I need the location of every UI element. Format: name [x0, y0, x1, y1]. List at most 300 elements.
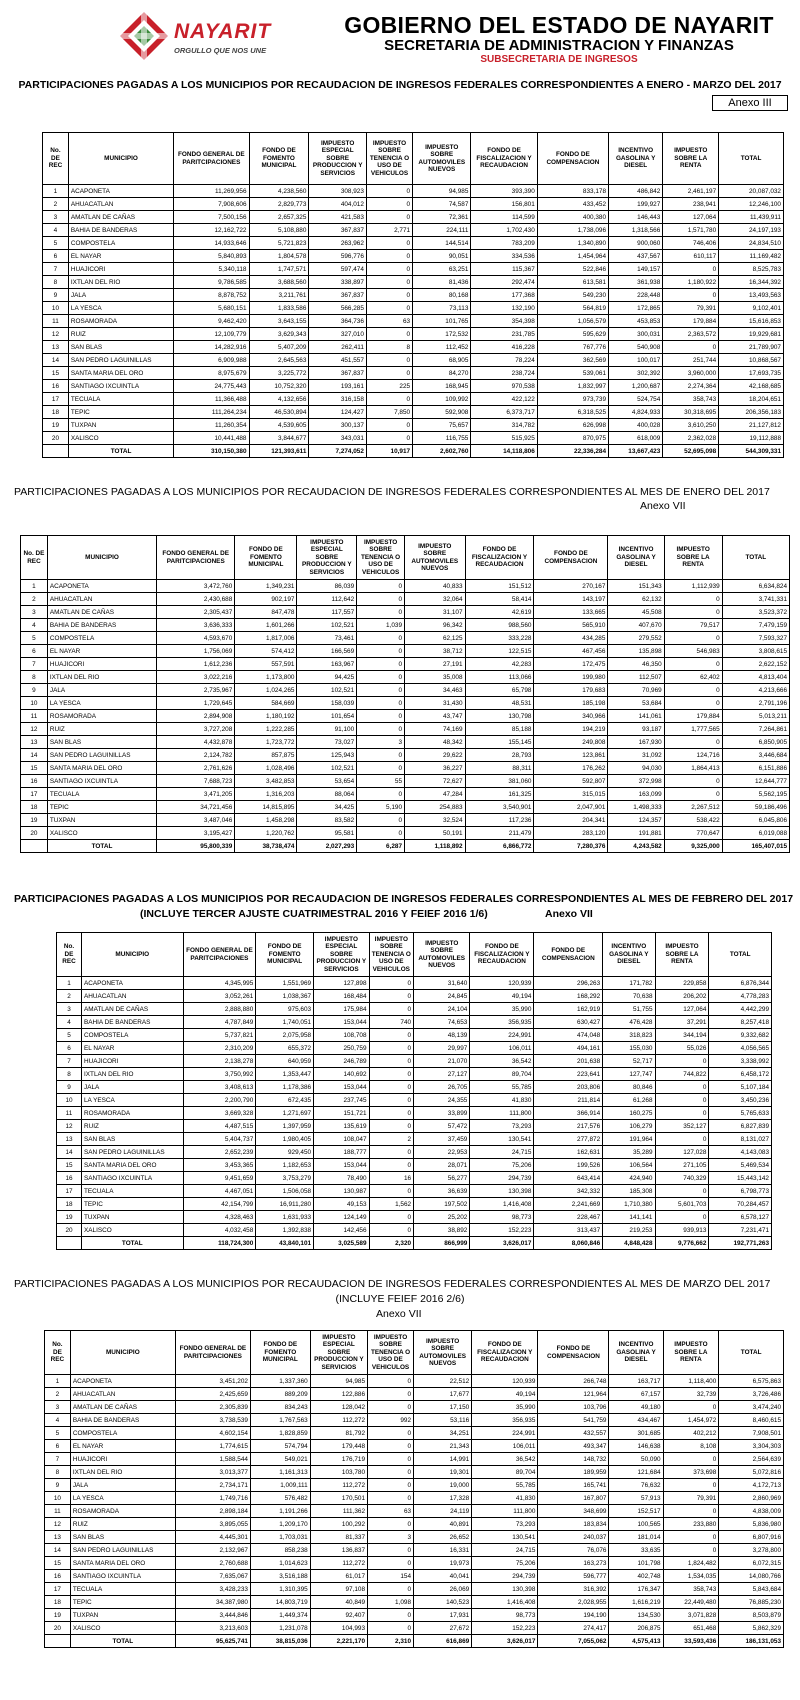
amount-cell: 3,523,372 [722, 606, 789, 619]
row-number: 20 [57, 1224, 82, 1237]
row-number: 6 [45, 1440, 71, 1453]
amount-cell: 80,168 [413, 289, 471, 302]
amount-cell: 181,014 [609, 1531, 663, 1544]
amount-cell: 522,846 [537, 263, 608, 276]
column-header-tenencia: IMPUESTO SOBRE TENENCIA O USO DE VEHICULOS [357, 536, 405, 580]
amount-cell: 13,493,563 [719, 289, 784, 302]
amount-cell: 0 [366, 393, 412, 406]
municipio-name: SANTA MARIA DEL ORO [47, 762, 156, 775]
amount-cell: 6,578,127 [709, 1211, 772, 1224]
total-amount: 9,776,662 [655, 1237, 709, 1250]
municipio-name: BAHIA DE BANDERAS [82, 1016, 184, 1029]
amount-cell: 3,482,853 [235, 775, 297, 788]
amount-cell: 1,416,408 [470, 1198, 534, 1211]
column-header-fondo-fomento: FONDO DE FOMENTO MUNICIPAL [250, 1331, 310, 1375]
amount-cell: 1,562 [369, 1198, 414, 1211]
amount-cell: 0 [663, 1479, 719, 1492]
amount-cell: 3,629,343 [249, 328, 309, 341]
amount-cell: 651,468 [663, 1622, 719, 1635]
row-number: 10 [57, 1094, 82, 1107]
amount-cell: 6,318,525 [537, 406, 608, 419]
municipio-name: BAHIA DE BANDERAS [70, 1414, 175, 1427]
amount-cell: 74,587 [413, 198, 471, 211]
municipio-name: LA YESCA [82, 1094, 184, 1107]
amount-cell: 1,749,716 [175, 1492, 250, 1505]
table-row [43, 185, 784, 198]
row-number: 4 [45, 1414, 71, 1427]
amount-cell: 63 [368, 1505, 414, 1518]
total-amount: 2,310 [368, 1635, 414, 1648]
amount-cell: 160,275 [603, 1107, 655, 1120]
amount-cell: 1,756,069 [157, 645, 235, 658]
row-number: 13 [57, 1133, 82, 1146]
amount-cell: 191,964 [603, 1133, 655, 1146]
amount-cell: 4,467,051 [183, 1185, 256, 1198]
total-amount: 38,738,474 [235, 840, 297, 853]
amount-cell: 78,224 [471, 354, 537, 367]
column-header-no-rec: No. DE REC [43, 133, 69, 185]
amount-cell: 36,542 [472, 1453, 538, 1466]
section-subtitle: (INCLUYE FEIEF 2016 2/6) [335, 1293, 465, 1305]
amount-cell: 613,581 [537, 276, 608, 289]
amount-cell: 0 [655, 1055, 709, 1068]
amount-cell: 0 [357, 580, 405, 593]
amount-cell: 493,347 [538, 1440, 609, 1453]
table-row [21, 684, 790, 697]
table-row [43, 237, 784, 250]
table-row [45, 1596, 784, 1609]
amount-cell: 24,197,193 [719, 224, 784, 237]
amount-cell: 33,635 [609, 1544, 663, 1557]
table-row [43, 315, 784, 328]
table-row [21, 671, 790, 684]
amount-cell: 48,531 [465, 697, 534, 710]
amount-cell: 0 [366, 302, 412, 315]
amount-cell: 55,785 [472, 1479, 538, 1492]
amount-cell: 0 [655, 1211, 709, 1224]
amount-cell: 4,213,666 [722, 684, 789, 697]
amount-cell: 176,719 [310, 1453, 367, 1466]
amount-cell: 37,291 [655, 1016, 709, 1029]
amount-cell: 592,807 [534, 775, 608, 788]
total-amount: 165,407,015 [722, 840, 789, 853]
amount-cell: 5,107,184 [709, 1081, 772, 1094]
amount-cell: 476,428 [603, 1016, 655, 1029]
amount-cell: 5,601,703 [655, 1198, 709, 1211]
amount-cell: 327,010 [309, 328, 367, 341]
municipio-name: AHUACATLAN [70, 1388, 175, 1401]
amount-cell: 2,652,239 [183, 1146, 256, 1159]
table-row [57, 1120, 772, 1133]
amount-cell: 421,583 [309, 211, 367, 224]
table-row [21, 632, 790, 645]
amount-cell: 140,692 [314, 1068, 369, 1081]
amount-cell: 42,154,799 [183, 1198, 256, 1211]
amount-cell: 108,047 [314, 1133, 369, 1146]
municipio-name: XALISCO [68, 432, 173, 445]
amount-cell: 902,197 [235, 593, 297, 606]
amount-cell: 4,442,299 [709, 1003, 772, 1016]
amount-cell: 41,830 [470, 1094, 534, 1107]
table-row [21, 749, 790, 762]
amount-cell: 79,517 [664, 619, 722, 632]
amount-cell: 254,883 [405, 801, 466, 814]
column-header-fiscalizacion: FONDO DE FISCALIZACION Y RECAUDACION [470, 933, 534, 977]
amount-cell: 122,515 [465, 645, 534, 658]
amount-cell: 3,446,684 [722, 749, 789, 762]
amount-cell: 576,482 [250, 1492, 310, 1505]
amount-cell: 94,030 [608, 762, 664, 775]
amount-cell: 0 [366, 367, 412, 380]
column-header-fondo-fomento: FONDO DE FOMENTO MUNICIPAL [249, 133, 309, 185]
amount-cell: 988,560 [465, 619, 534, 632]
section-title: PARTICIPACIONES PAGADAS A LOS MUNICIPIOS POR RECAUDACION DE INGRESOS FEDERALES CORRESPONDIENTES A ENERO - MARZO DEL 2017 [18, 79, 782, 91]
amount-cell: 127,028 [655, 1146, 709, 1159]
amount-cell: 3,750,992 [183, 1068, 256, 1081]
amount-cell: 3,052,261 [183, 990, 256, 1003]
column-header-tenencia: IMPUESTO SOBRE TENENCIA O USO DE VEHICULOS [368, 1331, 414, 1375]
amount-cell: 78,490 [314, 1172, 369, 1185]
amount-cell: 74,653 [414, 1016, 470, 1029]
amount-cell: 14,933,646 [174, 237, 249, 250]
amount-cell: 75,657 [413, 419, 471, 432]
row-number: 14 [43, 354, 69, 367]
column-header-fondo-general: FONDO GENERAL DE PARITCIPACIONES [174, 133, 249, 185]
row-number: 1 [21, 580, 48, 593]
amount-cell: 416,228 [471, 341, 537, 354]
amount-cell: 53,116 [414, 1414, 472, 1427]
amount-cell: 25,202 [414, 1211, 470, 1224]
amount-cell: 2 [369, 1133, 414, 1146]
row-number: 19 [45, 1609, 71, 1622]
amount-cell: 12,246,100 [719, 198, 784, 211]
amount-cell: 0 [357, 645, 405, 658]
amount-cell: 618,009 [609, 432, 663, 445]
amount-cell: 12,109,779 [174, 328, 249, 341]
amount-cell: 179,683 [534, 684, 608, 697]
amount-cell: 15,616,853 [719, 315, 784, 328]
amount-cell: 7,264,861 [722, 723, 789, 736]
amount-cell: 3,474,240 [719, 1401, 784, 1414]
row-number: 7 [45, 1453, 71, 1466]
table-row [43, 250, 784, 263]
amount-cell: 109,992 [413, 393, 471, 406]
amount-cell: 1,454,964 [537, 250, 608, 263]
row-number: 13 [45, 1531, 71, 1544]
amount-cell: 1,200,687 [609, 380, 663, 393]
amount-cell: 92,407 [310, 1609, 367, 1622]
amount-cell: 27,127 [414, 1068, 470, 1081]
municipio-name: AMATLAN DE CAÑAS [47, 606, 156, 619]
amount-cell: 90,051 [413, 250, 471, 263]
amount-cell: 672,435 [256, 1094, 314, 1107]
amount-cell: 35,008 [405, 671, 466, 684]
municipio-name: XALISCO [47, 827, 156, 840]
amount-cell: 31,107 [405, 606, 466, 619]
amount-cell: 0 [357, 827, 405, 840]
amount-cell: 130,541 [472, 1531, 538, 1544]
row-number: 14 [57, 1146, 82, 1159]
row-number: 17 [57, 1185, 82, 1198]
total-amount: 14,118,806 [471, 445, 537, 458]
amount-cell: 596,776 [309, 250, 367, 263]
amount-cell: 133,665 [534, 606, 608, 619]
amount-cell: 103,780 [310, 1466, 367, 1479]
column-header-no-rec: No. DE REC [57, 933, 82, 977]
amount-cell: 3,444,846 [175, 1609, 250, 1622]
amount-cell: 2,305,839 [175, 1401, 250, 1414]
amount-cell: 342,332 [534, 1185, 603, 1198]
amount-cell: 9,451,659 [183, 1172, 256, 1185]
total-amount: 186,131,053 [719, 1635, 784, 1648]
amount-cell: 973,739 [537, 393, 608, 406]
amount-cell: 14,991 [414, 1453, 472, 1466]
amount-cell: 33,899 [414, 1107, 470, 1120]
amount-cell: 1,353,447 [256, 1068, 314, 1081]
amount-cell: 132,190 [471, 302, 537, 315]
row-number: 4 [21, 619, 48, 632]
amount-cell: 61,017 [310, 1570, 367, 1583]
amount-cell: 7,908,606 [174, 198, 249, 211]
total-row [57, 1237, 772, 1250]
municipio-name: IXTLAN DEL RIO [47, 671, 156, 684]
amount-cell: 643,414 [534, 1172, 603, 1185]
amount-cell: 76,885,230 [719, 1596, 784, 1609]
amount-cell: 172,532 [413, 328, 471, 341]
amount-cell: 1,767,563 [250, 1414, 310, 1427]
amount-cell: 4,778,283 [709, 990, 772, 1003]
row-number: 6 [57, 1042, 82, 1055]
amount-cell: 46,530,894 [249, 406, 309, 419]
amount-cell: 0 [357, 814, 405, 827]
amount-cell: 0 [366, 237, 412, 250]
amount-cell: 0 [655, 1094, 709, 1107]
amount-cell: 152,223 [470, 1224, 534, 1237]
amount-cell: 1,118,400 [663, 1375, 719, 1388]
column-header-tenencia: IMPUESTO SOBRE TENENCIA O USO DE VEHICULOS [366, 133, 412, 185]
amount-cell: 17,693,735 [719, 367, 784, 380]
amount-cell: 992 [368, 1414, 414, 1427]
amount-cell: 14,815,895 [235, 801, 297, 814]
row-number: 3 [43, 211, 69, 224]
amount-cell: 96,342 [405, 619, 466, 632]
amount-cell: 4,593,670 [157, 632, 235, 645]
amount-cell: 24,834,510 [719, 237, 784, 250]
amount-cell: 101,798 [609, 1557, 663, 1570]
amount-cell: 343,031 [309, 432, 367, 445]
table-row [57, 1068, 772, 1081]
row-number: 5 [43, 237, 69, 250]
municipio-name: LA YESCA [47, 697, 156, 710]
amount-cell: 176,347 [609, 1583, 663, 1596]
amount-cell: 206,875 [609, 1622, 663, 1635]
column-header-tenencia: IMPUESTO SOBRE TENENCIA O USO DE VEHICULOS [369, 933, 414, 977]
amount-cell: 73,461 [297, 632, 357, 645]
amount-cell: 434,467 [609, 1414, 663, 1427]
amount-cell: 73,293 [470, 1120, 534, 1133]
amount-cell: 40,891 [414, 1518, 472, 1531]
amount-cell: 152,517 [609, 1505, 663, 1518]
municipio-name: SANTIAGO IXCUINTLA [47, 775, 156, 788]
municipio-name: TUXPAN [68, 419, 173, 432]
amount-cell: 2,564,639 [719, 1453, 784, 1466]
amount-cell: 16,344,392 [719, 276, 784, 289]
amount-cell: 103,796 [538, 1401, 609, 1414]
amount-cell: 6,827,839 [709, 1120, 772, 1133]
amount-cell: 75,206 [470, 1159, 534, 1172]
amount-cell: 179,448 [310, 1440, 367, 1453]
amount-cell: 277,872 [534, 1133, 603, 1146]
row-number: 12 [45, 1518, 71, 1531]
amount-cell: 929,450 [256, 1146, 314, 1159]
amount-cell: 117,557 [297, 606, 357, 619]
amount-cell: 29,997 [414, 1042, 470, 1055]
amount-cell: 0 [655, 1133, 709, 1146]
amount-cell: 0 [369, 1081, 414, 1094]
row-number: 6 [43, 250, 69, 263]
amount-cell: 199,980 [534, 671, 608, 684]
amount-cell: 3,808,615 [722, 645, 789, 658]
municipio-name: SANTA MARIA DEL ORO [70, 1557, 175, 1570]
amount-cell: 0 [366, 263, 412, 276]
amount-cell: 151,721 [314, 1107, 369, 1120]
amount-cell: 0 [357, 632, 405, 645]
amount-cell: 98,773 [472, 1609, 538, 1622]
amount-cell: 0 [357, 684, 405, 697]
amount-cell: 101,765 [413, 315, 471, 328]
amount-cell: 88,311 [465, 762, 534, 775]
total-amount: 866,999 [414, 1237, 470, 1250]
total-spacer [45, 1635, 71, 1648]
row-number: 8 [21, 671, 48, 684]
amount-cell: 3,610,250 [663, 419, 719, 432]
amount-cell: 24,715 [472, 1544, 538, 1557]
amount-cell: 486,842 [609, 185, 663, 198]
amount-cell: 338,897 [309, 276, 367, 289]
amount-cell: 81,436 [413, 276, 471, 289]
total-amount: 2,320 [369, 1237, 414, 1250]
municipio-name: TECUALA [82, 1185, 184, 1198]
amount-cell: 358,743 [663, 393, 719, 406]
municipio-name: SANTIAGO IXCUINTLA [68, 380, 173, 393]
amount-cell: 6,850,905 [722, 736, 789, 749]
amount-cell: 16,331 [414, 1544, 472, 1557]
table-row [43, 341, 784, 354]
amount-cell: 49,194 [472, 1388, 538, 1401]
amount-cell: 163,967 [297, 658, 357, 671]
amount-cell: 0 [663, 341, 719, 354]
amount-cell: 2,761,626 [157, 762, 235, 775]
amount-cell: 437,567 [609, 250, 663, 263]
amount-cell: 7,850 [366, 406, 412, 419]
table-row [21, 814, 790, 827]
amount-cell: 334,536 [471, 250, 537, 263]
amount-cell: 224,991 [472, 1427, 538, 1440]
table-row [57, 1055, 772, 1068]
amount-cell: 294,739 [470, 1172, 534, 1185]
municipio-name: SANTIAGO IXCUINTLA [70, 1570, 175, 1583]
amount-cell: 9,786,585 [174, 276, 249, 289]
municipio-name: SANTA MARIA DEL ORO [68, 367, 173, 380]
table-row [45, 1388, 784, 1401]
column-header-isr: IMPUESTO SOBRE LA RENTA [663, 1331, 719, 1375]
amount-cell: 0 [368, 1609, 414, 1622]
amount-cell: 94,985 [310, 1375, 367, 1388]
amount-cell: 26,069 [414, 1583, 472, 1596]
amount-cell: 5,840,893 [174, 250, 249, 263]
amount-cell: 49,180 [609, 1401, 663, 1414]
nayarit-emblem-icon [118, 10, 170, 62]
total-amount: 13,667,423 [609, 445, 663, 458]
amount-cell: 746,406 [663, 237, 719, 250]
amount-cell: 130,398 [470, 1185, 534, 1198]
amount-cell: 10,752,320 [249, 380, 309, 393]
anexo-label: Anexo III [712, 95, 788, 111]
column-header-fiscalizacion: FONDO DE FISCALIZACION Y RECAUDACION [465, 536, 534, 580]
amount-cell: 49,194 [470, 990, 534, 1003]
amount-cell: 0 [663, 1401, 719, 1414]
amount-cell: 130,541 [470, 1133, 534, 1146]
total-amount: 38,815,036 [250, 1635, 310, 1648]
amount-cell: 57,913 [609, 1492, 663, 1505]
amount-cell: 79,391 [663, 1492, 719, 1505]
amount-cell: 0 [664, 658, 722, 671]
amount-cell: 474,048 [534, 1029, 603, 1042]
amount-cell: 0 [369, 1224, 414, 1237]
amount-cell: 158,039 [297, 697, 357, 710]
amount-cell: 17,328 [414, 1492, 472, 1505]
municipio-name: COMPOSTELA [70, 1427, 175, 1440]
amount-cell: 783,209 [471, 237, 537, 250]
amount-cell: 356,935 [470, 1016, 534, 1029]
amount-cell: 0 [357, 593, 405, 606]
amount-cell: 100,292 [310, 1518, 367, 1531]
amount-cell: 366,914 [534, 1107, 603, 1120]
amount-cell: 104,993 [310, 1622, 367, 1635]
amount-cell: 300,137 [309, 419, 367, 432]
total-amount: 4,848,428 [603, 1237, 655, 1250]
municipio-name: EL NAYAR [47, 645, 156, 658]
table-row [45, 1570, 784, 1583]
amount-cell: 0 [368, 1466, 414, 1479]
amount-cell: 8 [366, 341, 412, 354]
amount-cell: 17,931 [414, 1609, 472, 1622]
amount-cell: 549,021 [250, 1453, 310, 1466]
row-number: 2 [43, 198, 69, 211]
amount-cell: 3,450,236 [709, 1094, 772, 1107]
amount-cell: 404,012 [309, 198, 367, 211]
amount-cell: 94,425 [297, 671, 357, 684]
amount-cell: 89,704 [472, 1466, 538, 1479]
amount-cell: 40,041 [414, 1570, 472, 1583]
amount-cell: 29,622 [405, 749, 466, 762]
amount-cell: 434,285 [534, 632, 608, 645]
row-number: 13 [21, 736, 48, 749]
total-amount: 544,309,331 [719, 445, 784, 458]
table-row [21, 723, 790, 736]
amount-cell: 151,512 [465, 580, 534, 593]
amount-cell: 36,639 [414, 1185, 470, 1198]
table-row [45, 1557, 784, 1570]
column-header-total: TOTAL [719, 133, 784, 185]
table-row [45, 1583, 784, 1596]
amount-cell: 847,478 [235, 606, 297, 619]
amount-cell: 0 [368, 1622, 414, 1635]
total-amount: 1,118,892 [405, 840, 466, 853]
municipio-name: COMPOSTELA [47, 632, 156, 645]
amount-cell: 565,910 [534, 619, 608, 632]
amount-cell: 106,011 [472, 1440, 538, 1453]
